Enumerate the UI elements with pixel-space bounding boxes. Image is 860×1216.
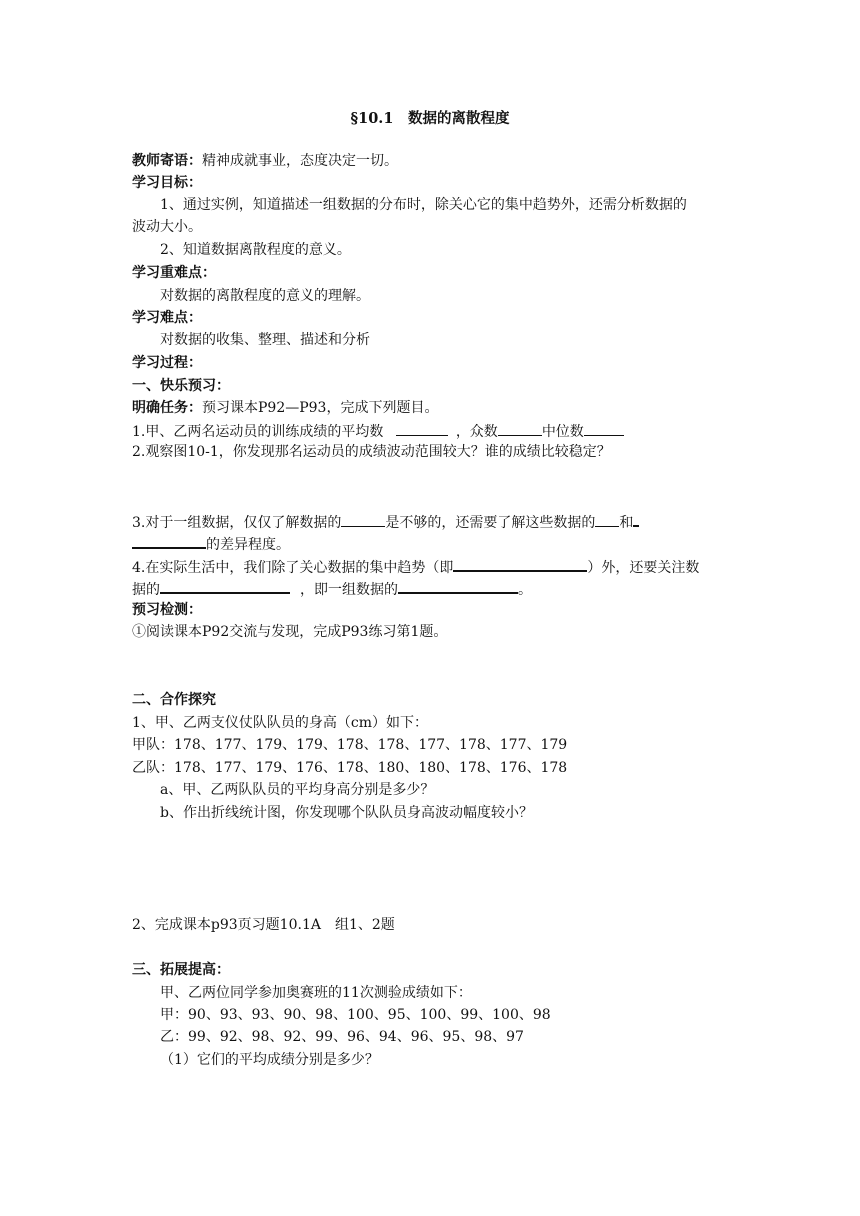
- q3-blank-3-start[interactable]: [633, 510, 639, 527]
- section1-heading: 一、快乐预习：: [132, 378, 230, 394]
- team-b-heights: 乙队：178、177、179、176、178、180、180、178、176、178: [132, 760, 568, 776]
- q3-blank-1[interactable]: [341, 511, 385, 527]
- q1-blank-mode[interactable]: [498, 420, 542, 436]
- section2-problem-2: 2、完成课本p93页习题10.1A 组1、2题: [132, 917, 395, 933]
- q3-text-d: 的差异程度。: [206, 537, 290, 553]
- question-2: 2.观察图10-1，你发现那名运动员的成绩波动范围较大？谁的成绩比较稳定？: [132, 444, 611, 460]
- q3-text-c: 和: [619, 515, 634, 531]
- question-4-cont: [132, 577, 532, 597]
- section2-heading: 二、合作探究: [132, 692, 216, 708]
- student-a-scores: 甲：90、93、93、90、98、100、95、100、99、100、98: [160, 1007, 551, 1023]
- task-text: 预习课本P92—P93，完成下列题目。: [202, 400, 439, 416]
- q4-text-c: 据的: [132, 582, 160, 598]
- check-text: ①阅读课本P92交流与发现，完成P93练习第1题。: [132, 624, 448, 640]
- question-b: b、作出折线统计图，你发现哪个队队员身高波动幅度较小？: [160, 805, 533, 821]
- key-points-text: 对数据的离散程度的意义的理解。: [160, 288, 370, 304]
- section2-problem-1: 1、甲、乙两支仪仗队队员的身高（cm）如下：: [132, 715, 429, 731]
- q4-text-e: 。: [518, 582, 532, 598]
- q4-blank-3[interactable]: [398, 577, 518, 594]
- q4-blank-2[interactable]: [160, 577, 290, 594]
- q4-text-a: 4.在实际生活中，我们除了关心数据的集中趋势（即: [132, 560, 454, 576]
- q4-text-b: ）外，还要关注数: [587, 560, 700, 576]
- q1-text-a: 1.甲、乙两名运动员的训练成绩的平均数: [132, 424, 384, 440]
- q3-text-b: 是不够的，还需要了解这些数据的: [385, 515, 596, 531]
- check-heading: 预习检测：: [132, 602, 202, 618]
- student-b-scores: 乙：99、92、98、92、99、96、94、96、95、98、97: [160, 1029, 524, 1045]
- goal-item-2: 2、知道数据离散程度的意义。: [160, 242, 351, 258]
- goal-item-1: 1、通过实例，知道描述一组数据的分布时，除关心它的集中趋势外，还需分析数据的: [160, 197, 687, 213]
- task-line: [132, 398, 438, 418]
- difficult-points-heading: 学习难点：: [132, 310, 202, 326]
- motto-text: 精神成就事业，态度决定一切。: [202, 153, 398, 169]
- goals-heading: 学习目标：: [132, 175, 202, 191]
- process-heading: 学习过程：: [132, 355, 202, 371]
- difficult-points-text: 对数据的收集、整理、描述和分析: [160, 332, 370, 348]
- q3-blank-2[interactable]: [595, 511, 619, 527]
- question-3-cont: [132, 532, 290, 552]
- question-1: [132, 420, 624, 440]
- question-3: [132, 510, 639, 530]
- goal-item-1-cont: 波动大小。: [132, 219, 202, 235]
- q4-blank-1[interactable]: [453, 555, 587, 572]
- q1-blank-mean[interactable]: [396, 420, 448, 436]
- question-4: [132, 555, 699, 575]
- q1-blank-median[interactable]: [584, 420, 624, 436]
- task-label: 明确任务：: [132, 400, 202, 416]
- motto-label: 教师寄语：: [132, 153, 202, 169]
- teacher-motto: [132, 151, 398, 171]
- section3-question-1: （1）它们的平均成绩分别是多少？: [160, 1052, 379, 1068]
- team-a-heights: 甲队：178、177、179、179、178、178、177、178、177、179: [132, 737, 568, 753]
- q4-text-d: ，即一组数据的: [300, 582, 398, 598]
- q1-text-c: 中位数: [541, 424, 584, 440]
- key-points-heading: 学习重难点：: [132, 265, 216, 281]
- q3-text-a: 3.对于一组数据，仅仅了解数据的: [132, 515, 342, 531]
- section3-intro: 甲、乙两位同学参加奥赛班的11次测验成绩如下：: [160, 985, 472, 1001]
- page-title: §10.1 数据的离散程度: [350, 110, 510, 127]
- q1-text-b: ，众数: [455, 424, 498, 440]
- q3-blank-3[interactable]: [132, 532, 206, 549]
- question-a: a、甲、乙两队队员的平均身高分别是多少？: [160, 782, 435, 798]
- section3-heading: 三、拓展提高：: [132, 962, 230, 978]
